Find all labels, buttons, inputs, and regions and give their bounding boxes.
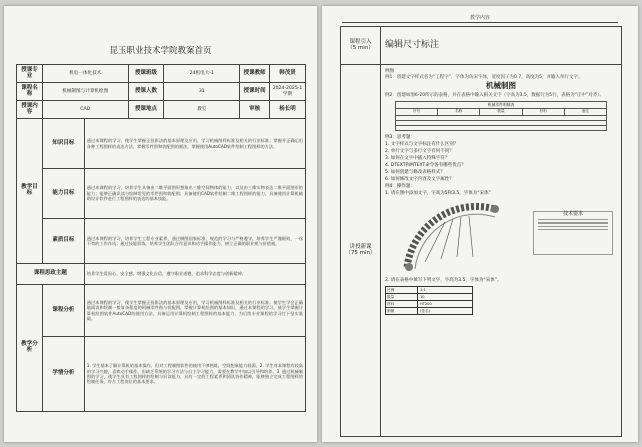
title-block-value: HT200 bbox=[420, 301, 432, 306]
student-analysis-text: 1. 学生基本了解计算机的基本操作，但对工程制图软件的使用不够熟练，空间想象能力较弱。2. 学生对本课程有较高的学习兴趣，喜欢动手操作，但缺乏系统的学习方法与自主学习能力，需要在教学中加以引导和培养。3. 通过机械制图的学习，使学生具有工程图样的绘制与识读能力，具有一定的工程素养和团队协作精神，能够独立完成工程图样的绘制任务，符合工程岗位的基本要求。 bbox=[86, 363, 303, 385]
right-page bbox=[322, 6, 638, 442]
question: 2. 单行文字与多行文字有何不同？ bbox=[385, 148, 454, 154]
major-label: 授课专业 bbox=[17, 65, 43, 83]
chain-note: 技术要求 bbox=[562, 210, 583, 217]
op-1: 1. 请在图中添加文字，字高为5和3.5，字体为“宋体” bbox=[385, 190, 491, 196]
center-title: 机械制图 bbox=[486, 81, 516, 91]
goals-table bbox=[16, 118, 306, 412]
place-label: 授课地点 bbox=[128, 101, 164, 119]
title-block-row bbox=[386, 301, 472, 308]
time-label: 授课时间 bbox=[240, 83, 270, 101]
chain-inner-arc bbox=[415, 214, 495, 269]
note-line bbox=[538, 229, 608, 230]
sample-col: 备注 bbox=[581, 109, 589, 113]
goals-group-label: 教学目标 bbox=[17, 119, 43, 264]
count-label: 授课人数 bbox=[128, 83, 164, 101]
chain-arc bbox=[407, 206, 495, 267]
time-value: 2024-2025-1学期 bbox=[270, 83, 306, 101]
review-label: 审核 bbox=[240, 101, 270, 119]
sprocket bbox=[405, 263, 413, 271]
sample-row bbox=[396, 125, 606, 130]
class-label: 授课班级 bbox=[128, 65, 164, 83]
left-page bbox=[4, 6, 317, 442]
main-cell bbox=[341, 65, 381, 437]
course-value: 机械制图与计算机绘图 bbox=[42, 83, 128, 101]
title-block-key: 数量 bbox=[386, 294, 418, 300]
note-line bbox=[538, 219, 608, 220]
question: 6. 如何修改文字内容及文字属性？ bbox=[385, 176, 454, 182]
note-line bbox=[538, 226, 608, 227]
note-box bbox=[533, 211, 613, 255]
page-title: 昆玉职业技术学院教案首页 bbox=[109, 46, 212, 56]
question: 4. DTEXT和MTEXT命令各有哪些优点？ bbox=[385, 162, 466, 168]
sample-col: 序号 bbox=[396, 109, 438, 115]
sample-table bbox=[395, 101, 607, 130]
sample-col: 材料 bbox=[523, 109, 565, 115]
content-label: 授课内容 bbox=[17, 101, 43, 119]
major-value: 机电一体化技术 bbox=[42, 65, 128, 83]
question: 1. 文字样式与文字标注有什么区别？ bbox=[385, 141, 459, 147]
example-1: 例1：创建文字样式名为“工程字”，字体为仿宋字体，宽度因子为0.7，高度为5，并输入单行文字。 bbox=[385, 75, 583, 80]
right-header: 教学内容 bbox=[469, 15, 490, 21]
sprocket bbox=[491, 205, 499, 213]
leader-line bbox=[457, 217, 461, 257]
intro-title: 编辑尺寸标注 bbox=[381, 27, 622, 65]
count-value: 31 bbox=[164, 83, 240, 101]
title-block-row bbox=[386, 287, 472, 294]
sample-table-title: 机械零件明细表 bbox=[396, 102, 606, 109]
title-block-row bbox=[386, 308, 472, 314]
title-block-value: 10 bbox=[420, 294, 425, 299]
ideology-text: 培养学生爱国心、安全感，增强文化自信，遵守职业道德，追求科学态度与创新精神。 bbox=[86, 271, 246, 277]
title-block-key: 材料 bbox=[386, 301, 418, 307]
example-2: 例2：创建如图6-20所示的表格，并在表格中输入相关文字（字高为3.5，数据行为5行，表格为“正中”对齐）。 bbox=[385, 93, 605, 98]
title-block-value: (签名) bbox=[420, 308, 430, 313]
leader-line bbox=[441, 219, 453, 259]
content-table bbox=[340, 26, 622, 437]
header-rule bbox=[342, 22, 618, 23]
title-block-key: 比例 bbox=[386, 287, 418, 293]
intro-time: （5 min） bbox=[347, 44, 374, 51]
ideology-label: 课程思政主题 bbox=[17, 264, 85, 285]
intro-cell bbox=[341, 27, 381, 65]
course-analysis-text: 通过本课程的学习，使学生掌握正投影法的基本原理及应用，学习机械图样标准及相关的行业标准。使学生学会正确地阅读和绘制一般复杂程度的机械零件图与装配图，掌握计算机绘图的基本知识，通过本课程的学习，使学生掌握计算机绘图软件AutoCAD的使用方法，具备运用计算机绘制工程图样的基本能力，为后续专业课程的学习打下坚实基础。 bbox=[86, 299, 303, 321]
sample-table-header bbox=[396, 109, 606, 115]
class-value: 24机电大-1 bbox=[164, 65, 240, 83]
op-2: 2. 请在表格中填写下列文字，字高为3.5，字体为“宋体”。 bbox=[385, 277, 502, 283]
title-block-value: 1:1 bbox=[420, 287, 426, 292]
sample-col: 名称 bbox=[438, 109, 480, 115]
teacher-label: 授课教师 bbox=[240, 65, 270, 83]
knowledge-label: 知识目标 bbox=[42, 119, 84, 169]
think-title: 例3：思考题： bbox=[385, 134, 415, 140]
knowledge-text: 通过本课程的学习，使学生掌握正投影法的基本原理及应用，学习机械图样标准及相关的行业标准；掌握并正确运用各种工程图样的表达方法，掌握零件图和装配图的画法，掌握使用AutoCAD软件绘制工程图样的方法。 bbox=[86, 138, 303, 149]
ability-label: 能力目标 bbox=[42, 169, 84, 219]
question: 5. 如何创建与修改表格样式？ bbox=[385, 169, 445, 175]
teacher-value: 韩茂贤 bbox=[270, 65, 306, 83]
quality-label: 素质目标 bbox=[42, 219, 84, 264]
header-table bbox=[16, 64, 306, 119]
main-label: 讲授新课 bbox=[349, 243, 372, 250]
op-title: 例4：操作题： bbox=[385, 183, 415, 189]
title-block bbox=[385, 286, 473, 315]
student-analysis-label: 学情分析 bbox=[42, 337, 84, 412]
review-value: 杨长明 bbox=[270, 101, 306, 119]
sample-col: 数量 bbox=[480, 109, 522, 115]
chain-figure bbox=[385, 197, 617, 277]
main-time: （75 min） bbox=[345, 249, 376, 256]
quality-text: 通过本课程的学习，培养学生工程专业素养，通过制图国家标准、规范的学习与严格遵守，培养学生严谨细致、一丝不苟的工作作风；通过技能训练，培养学生团队合作意识和动手操作能力，树立正确的职业观与价值观。 bbox=[86, 235, 303, 246]
title-block-row bbox=[386, 294, 472, 301]
analysis-group-label: 教学分析 bbox=[17, 285, 43, 412]
note-line bbox=[538, 222, 608, 223]
title-block-key: 制图 bbox=[386, 308, 418, 314]
course-analysis-label: 课程分析 bbox=[42, 285, 84, 337]
ability-text: 通过本课程的学习，培养学生具备由二维平面图形想象出三维空间物体的能力，以及由三维实物表达二维平面图形的能力；能够正确识读与绘制常见的零件图和装配图；具备使用CAD软件绘制二维工程图样的能力，具备使用计算机辅助设计软件进行工程图样的表达的基本技能。 bbox=[86, 185, 303, 202]
leader-line bbox=[469, 216, 473, 257]
place-value: 教室 bbox=[164, 101, 240, 119]
text-lead: 例图 bbox=[385, 69, 394, 74]
intro-label: 课程引入 bbox=[349, 38, 372, 45]
content-value: CAD bbox=[42, 101, 128, 119]
course-label: 课程名称 bbox=[17, 83, 43, 101]
question: 3. 如何在文字中插入特殊字符？ bbox=[385, 155, 450, 161]
